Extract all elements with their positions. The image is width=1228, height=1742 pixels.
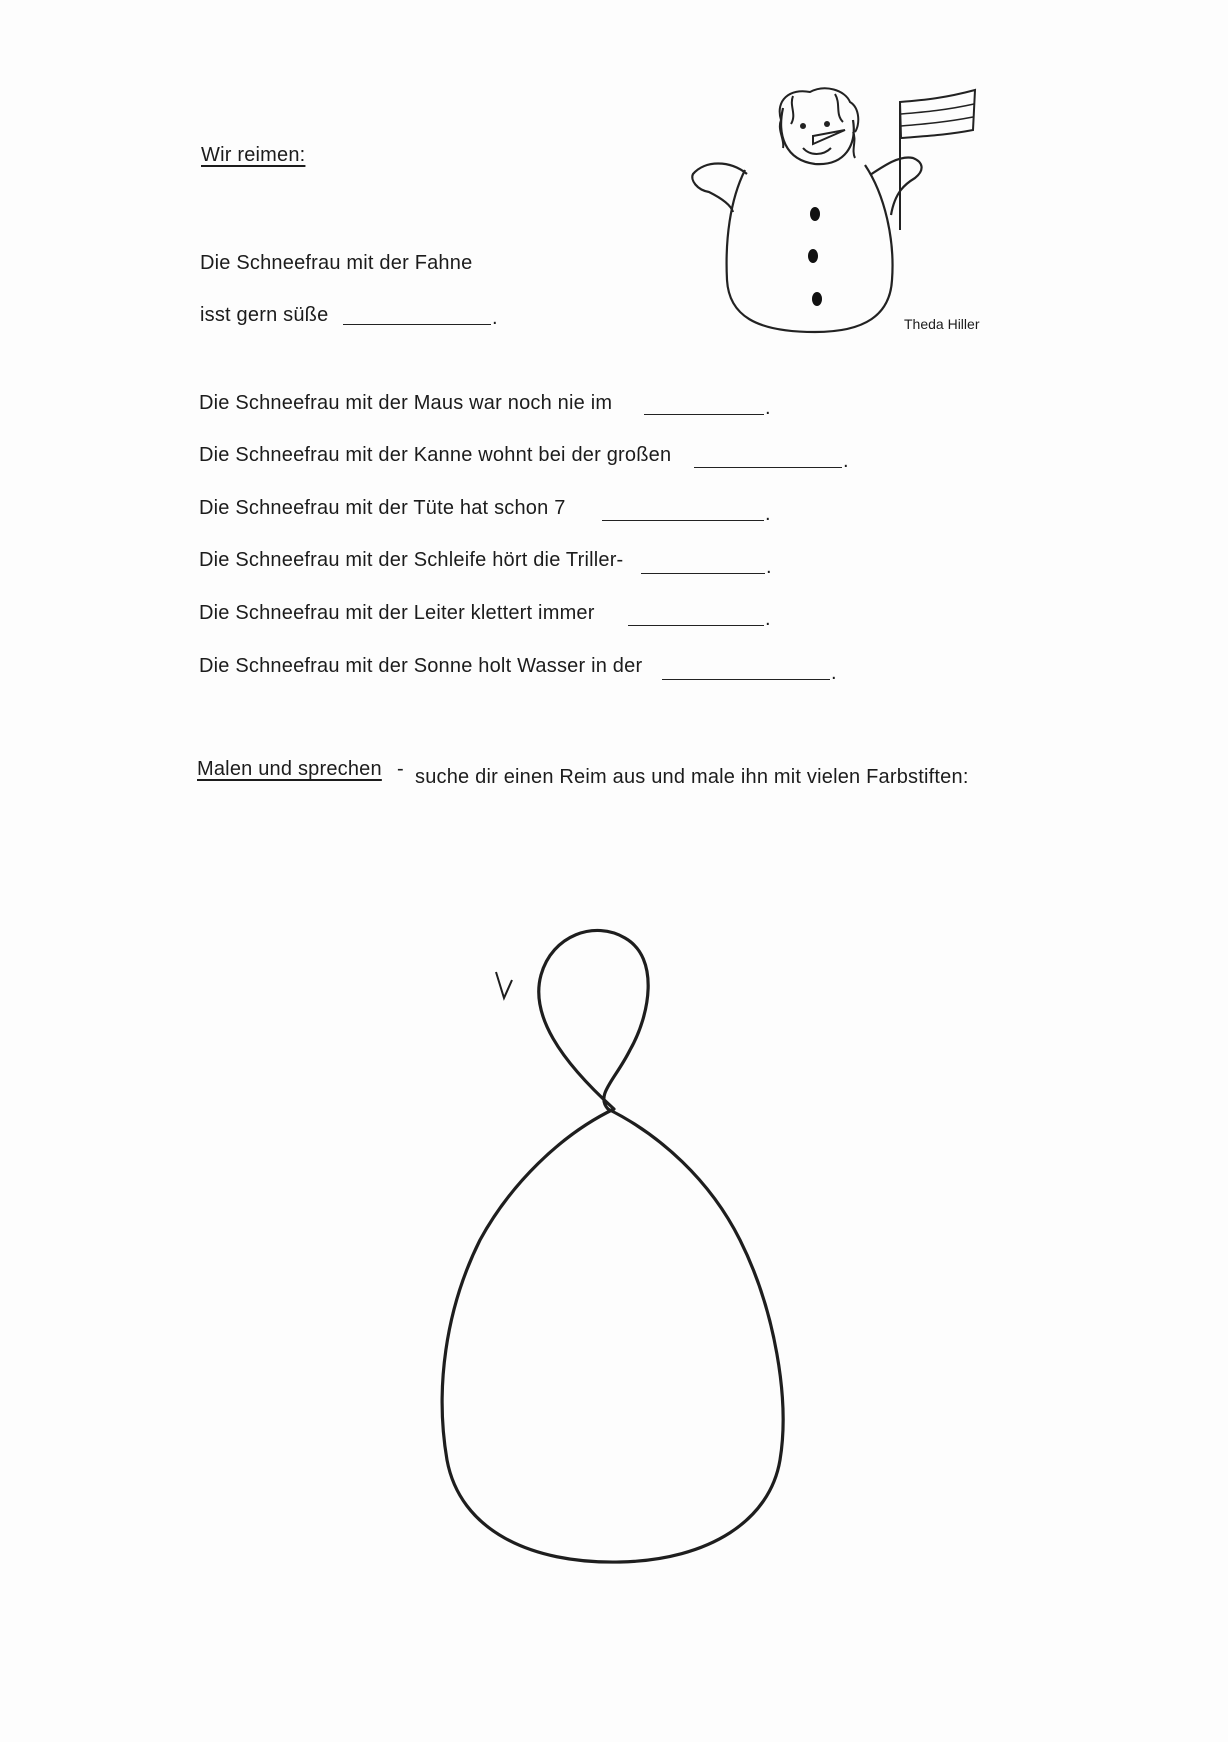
rhyme-line-5: Die Schneefrau mit der Leiter klettert immer xyxy=(199,602,595,624)
answer-blank-2[interactable] xyxy=(694,467,842,468)
intro-line-1: Die Schneefrau mit der Fahne xyxy=(200,252,473,274)
rhyme-line-4: Die Schneefrau mit der Schleife hört die Triller- xyxy=(199,549,624,571)
period-5: . xyxy=(765,608,771,630)
period-2: . xyxy=(843,450,849,472)
rhyme-line-2: Die Schneefrau mit der Kanne wohnt bei der großen xyxy=(199,444,672,466)
intro-period: . xyxy=(492,307,498,329)
snowman-outline-icon xyxy=(420,920,820,1580)
answer-blank-4[interactable] xyxy=(641,573,765,574)
period-1: . xyxy=(765,397,771,419)
rhyme-line-6: Die Schneefrau mit der Sonne holt Wasser in der xyxy=(199,655,643,677)
illustration-credit: Theda Hiller xyxy=(904,316,980,332)
answer-blank-6[interactable] xyxy=(662,679,830,680)
answer-blank-5[interactable] xyxy=(628,625,764,626)
answer-blank-1[interactable] xyxy=(644,414,764,415)
drawing-task-label: Malen und sprechen xyxy=(197,758,382,780)
heading-rhyme: Wir reimen: xyxy=(201,144,306,166)
snow-woman-with-flag-icon xyxy=(685,80,1005,340)
drawing-task-separator: - xyxy=(397,758,404,780)
intro-line-2: isst gern süße xyxy=(200,304,329,326)
drawing-task-instruction: suche dir einen Reim aus und male ihn mit vielen Farbstiften: xyxy=(415,766,969,788)
rhyme-line-3: Die Schneefrau mit der Tüte hat schon 7 xyxy=(199,497,566,519)
period-4: . xyxy=(766,556,772,578)
answer-blank-3[interactable] xyxy=(602,520,764,521)
period-3: . xyxy=(765,503,771,525)
rhyme-line-1: Die Schneefrau mit der Maus war noch nie im xyxy=(199,392,613,414)
period-6: . xyxy=(831,662,837,684)
answer-blank-intro[interactable] xyxy=(343,324,491,325)
